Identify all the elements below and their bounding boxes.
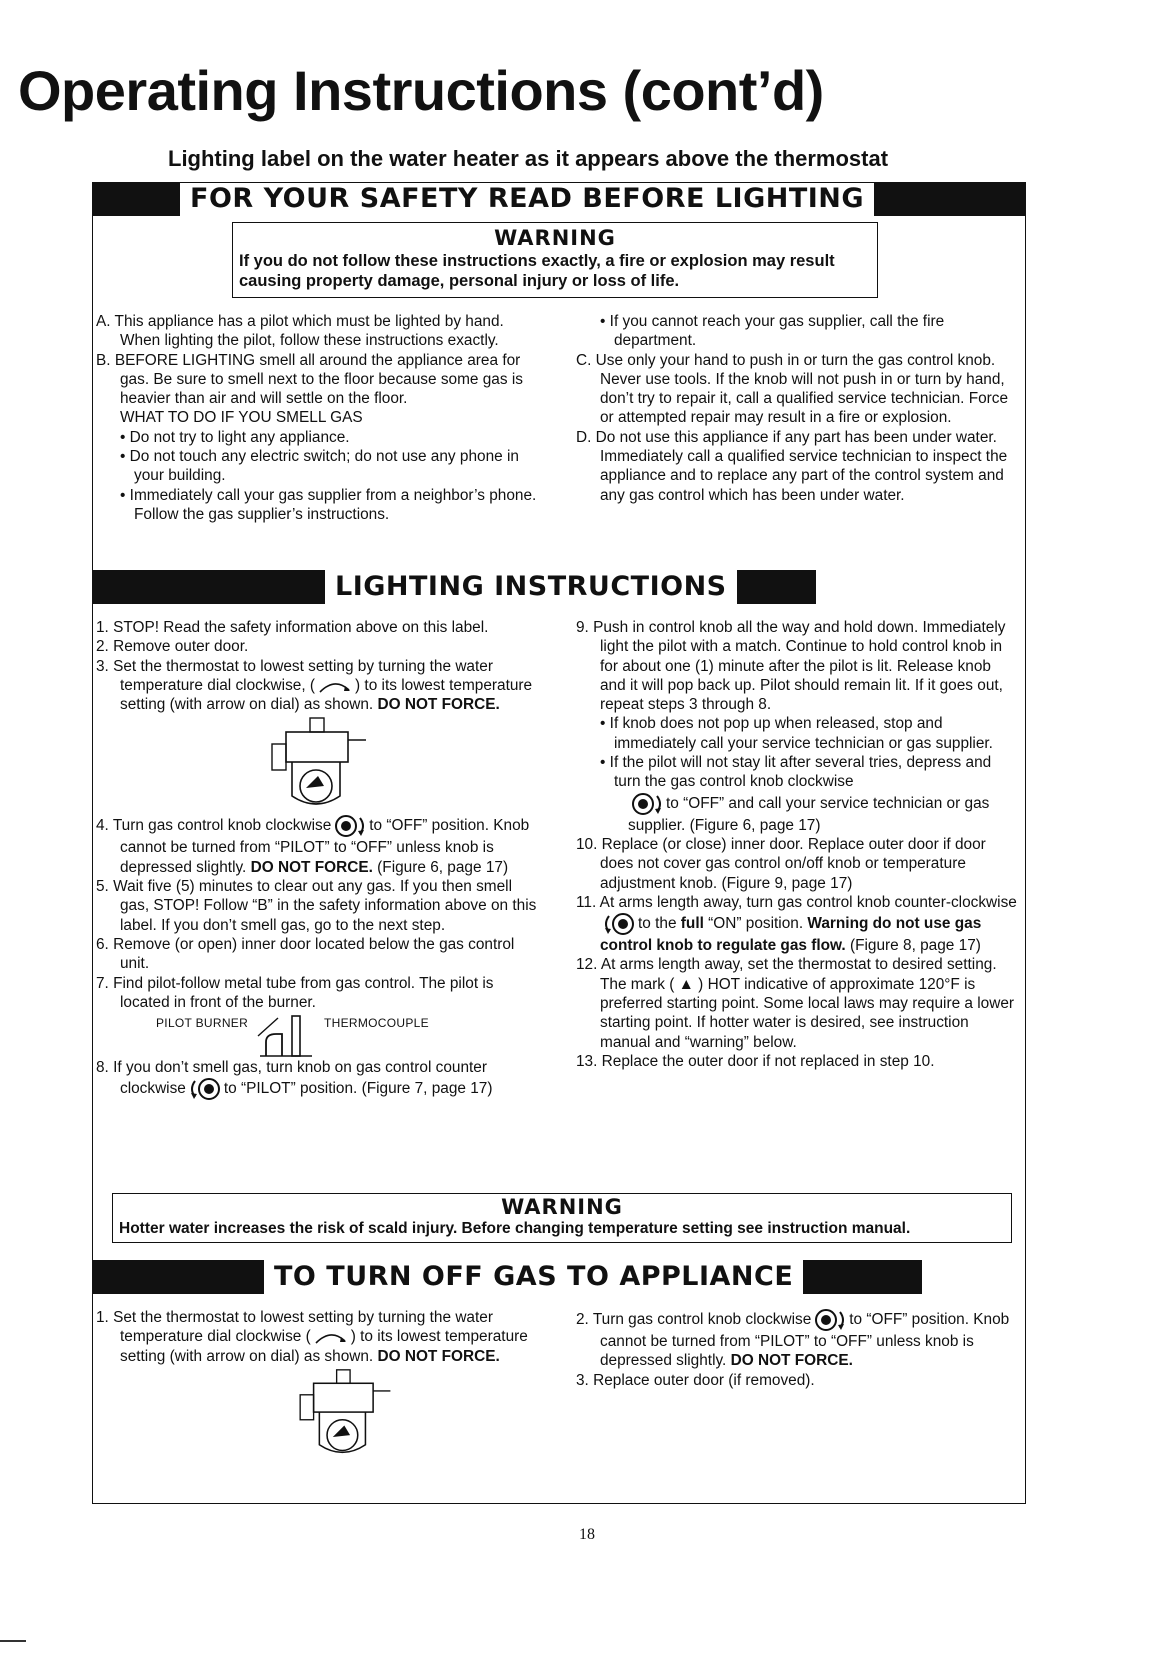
step-8: 8. If you don’t smell gas, turn knob on gas control counter clockwise to “PILOT” position. (Figure 7, page 17): [96, 1058, 538, 1101]
pilot-figure: [96, 1012, 538, 1058]
pilot-burner-label: PILOT BURNER: [156, 1016, 249, 1031]
safety-bullet: • Do not try to light any appliance.: [120, 428, 350, 446]
gas-knob-clockwise-icon: [813, 1308, 847, 1332]
turn-off-left-column: [96, 1308, 540, 1462]
step-5: 5. Wait five (5) minutes to clear out any gas. If you then smell gas, STOP! Follow “B” in the safety information above on this label. If you don’t smell gas, go to the next step.: [96, 878, 537, 934]
step-2: 2. Remove outer door.: [96, 638, 249, 656]
safety-item-b: B. BEFORE LIGHTING smell all around the appliance area for gas. Be sure to smell next to the floor because some gas is heavier than air and will settle on the floor.: [96, 351, 523, 408]
step-12: 12. At arms length away, set the thermostat to desired setting. The mark ( ▲ ) HOT indicative of approximate 120°F is preferred starting point. Some local laws may require a lower starting point. If hotter water is desired, see instruction manual and “warning” below.: [576, 956, 1015, 1051]
lighting-banner-text: LIGHTING INSTRUCTIONS: [335, 571, 727, 602]
step-4: 4. Turn gas control knob clockwise to “OFF” position. Knob cannot be turned from “PILOT” to “OFF” unless knob is depressed slightly. DO NOT FORCE. (Figure 6, page 17): [96, 814, 538, 877]
turn-off-banner-text: TO TURN OFF GAS TO APPLIANCE: [274, 1261, 794, 1292]
step-7: 7. Find pilot-follow metal tube from gas control. The pilot is located in front of the burner.: [96, 974, 494, 1011]
pilot-burner-illustration: [254, 1012, 324, 1058]
page-title: Operating Instructions (cont’d): [18, 59, 824, 122]
clockwise-arrow-icon: [317, 679, 353, 693]
turn-off-step-3: 3. Replace outer door (if removed).: [576, 1371, 815, 1389]
gas-control-illustration: [292, 1366, 412, 1462]
lighting-right-column: [576, 618, 1020, 1071]
step-9-bullet: • If the pilot will not stay lit after several tries, depress and turn the gas control knob clockwise: [600, 754, 992, 791]
gas-knob-clockwise-icon: [333, 814, 367, 838]
edge-mark: [0, 1640, 26, 1642]
smell-gas-heading: WHAT TO DO IF YOU SMELL GAS: [120, 409, 363, 427]
safety-banner: [92, 182, 1026, 216]
turn-off-banner: [92, 1260, 922, 1294]
gas-knob-clockwise-icon: [630, 792, 664, 816]
warning-heading: WARNING: [494, 226, 616, 250]
safety-left-column: [96, 312, 538, 524]
turn-off-step-2: 2. Turn gas control knob clockwise to “OFF” position. Knob cannot be turned from “PILOT” to “OFF” unless knob is depressed slightly. DO NOT FORCE.: [576, 1308, 1020, 1371]
thermostat-figure-1: [96, 714, 538, 814]
safety-bullet: • Do not touch any electric switch; do not use any phone in your building.: [120, 448, 519, 485]
safety-item-c: C. Use only your hand to push in or turn the gas control knob. Never use tools. If the knob will not push in or turn by hand, don’t try to repair it, call a qualified service technician. Force or attempted repair may result in a fire or explosion.: [576, 351, 1009, 427]
warning-text: Hotter water increases the risk of scald injury. Before changing temperature setting see instruction manual.: [119, 1220, 911, 1237]
step-13: 13. Replace the outer door if not replaced in step 10.: [576, 1052, 935, 1070]
warning-heading: WARNING: [501, 1195, 623, 1219]
lighting-banner: [92, 570, 816, 604]
turn-off-right-column: [576, 1308, 1020, 1390]
safety-item-d: D. Do not use this appliance if any part has been under water. Immediately call a qualified service technician to inspect the appliance and to replace any part of the control system and any gas control which has been under water.: [576, 428, 1008, 504]
warning-box-top: [232, 222, 878, 298]
clockwise-arrow-icon: [313, 1330, 349, 1344]
gas-control-illustration: [266, 714, 386, 814]
thermocouple-label: THERMOCOUPLE: [324, 1016, 429, 1031]
step-6: 6. Remove (or open) inner door located below the gas control unit.: [96, 935, 515, 973]
step-1: 1. STOP! Read the safety information above on this label.: [96, 619, 489, 636]
step-3: 3. Set the thermostat to lowest setting by turning the water temperature dial clockwise, ( ) to its lowest temperature setting (with arrow on dial) as shown. DO NOT FORCE.: [96, 657, 533, 714]
page-subtitle: Lighting label on the water heater as it appears above the thermostat: [168, 146, 889, 171]
step-9-bullet: • If knob does not pop up when released, stop and immediately call your service technician or gas supplier.: [600, 715, 993, 752]
warning-box-bottom: [112, 1193, 1012, 1243]
warning-text: If you do not follow these instructions exactly, a fire or explosion may result causing property damage, personal injury or loss of life.: [239, 252, 835, 290]
step-9-bullet-cont: to “OFF” and call your service technician or gas supplier. (Figure 6, page 17): [576, 792, 1020, 835]
step-10: 10. Replace (or close) inner door. Replace outer door if door does not cover gas control on/off knob or temperature adjustment knob. (Figure 9, page 17): [576, 835, 986, 892]
safety-bullet: • If you cannot reach your gas supplier, call the fire department.: [600, 313, 945, 350]
page-number: 18: [579, 1526, 595, 1543]
gas-knob-counterclockwise-icon: [602, 912, 636, 936]
safety-right-column: [576, 312, 1020, 505]
safety-banner-text: FOR YOUR SAFETY READ BEFORE LIGHTING: [190, 183, 865, 214]
step-9: 9. Push in control knob all the way and hold down. Immediately light the pilot with a match. Continue to hold control knob in for about one (1) minute after the pilot is lit. Release knob and it will pop back up. Pilot should remain lit. If it goes out, repeat steps 3 through 8.: [576, 619, 1006, 714]
safety-item-a: A. This appliance has a pilot which must be lighted by hand. When lighting the pilot, follow these instructions exactly.: [96, 313, 504, 350]
lighting-left-column: [96, 618, 538, 1101]
turn-off-step-1: 1. Set the thermostat to lowest setting by turning the water temperature dial clockwise ( ) to its lowest temperature setting (with arrow on dial) as shown. DO NOT FORCE.: [96, 1309, 528, 1365]
gas-knob-counterclockwise-icon: [188, 1077, 222, 1101]
safety-bullet: • Immediately call your gas supplier from a neighbor’s phone. Follow the gas supplier’s instructions.: [120, 486, 537, 523]
step-11: 11. At arms length away, turn gas control knob counter-clockwiseto the full “ON” position. Warning do not use gas control knob to regulate gas flow. (Figure 8, page 17): [576, 893, 1017, 955]
thermostat-figure-2: [96, 1366, 540, 1462]
